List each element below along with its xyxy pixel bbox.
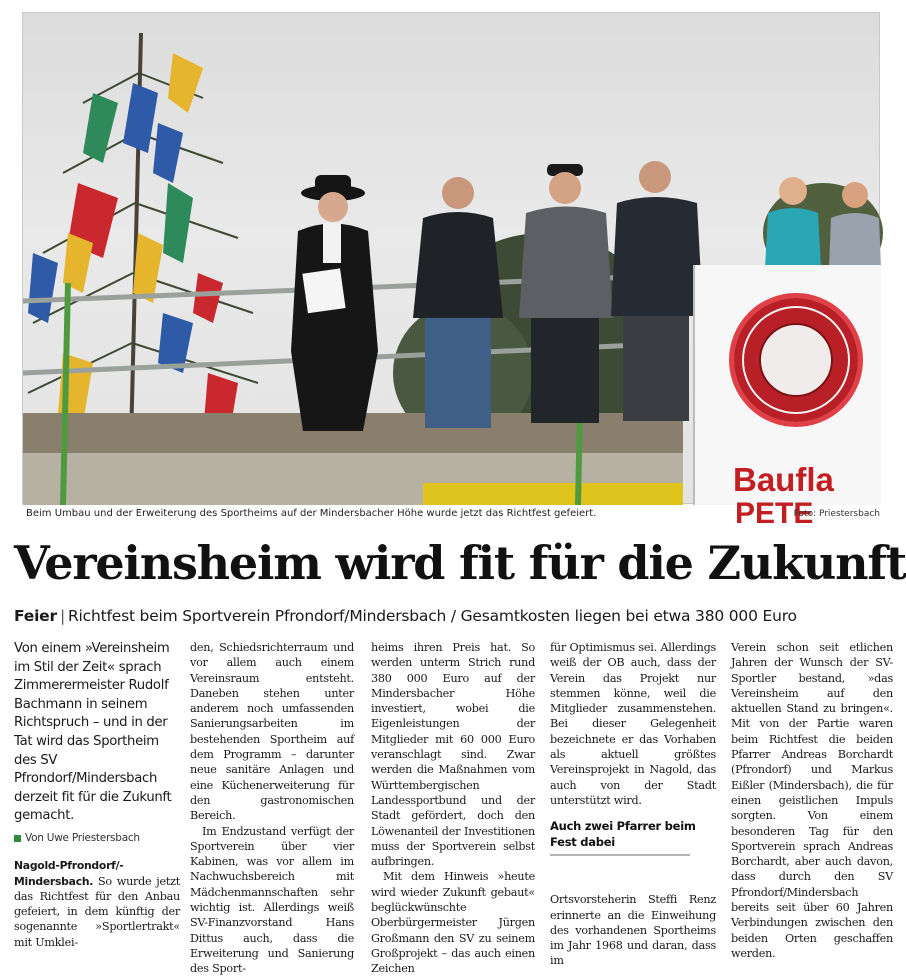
man-dark-jacket-figure: [403, 168, 513, 428]
body-text: So wurde jetzt das Richtfest für den Anbau gefeiert, in dem künftig der sogenannte »Sportlertrakt« mit Umklei-: [14, 874, 180, 949]
body-paragraph: Verein schon seit etlichen Jahren der Wunsch der SV-Sportler bestand, »das Vereinsheim auf den aktuellen Stand zu bringen«. Mit von der Partie waren beim Richtfest die beiden Pfarrer Andreas Borchardt (Pfrondorf) und Markus Eißler (Mindersbach), die für einen geistlichen Impuls sorgten. Von einem besonderen Tag für den Sportverein sprach Andreas Borchardt, aber auch davon, dass durch den SV Pfrondorf/Mindersbach bereits seit über 60 Jahren Verbindungen zwischen den beiden Orten geschaffen werden.: [731, 641, 893, 960]
author-line: [14, 831, 180, 846]
banner-text-cut: PETE: [735, 497, 814, 530]
children-figures: [763, 173, 881, 268]
carpenter-figure: [263, 171, 393, 431]
author-marker-icon: [14, 835, 21, 842]
body-paragraph: Ortsvorsteherin Steffi Renz erinnerte an die Einweihung des vorhandenen Sportheims im Jahr 1968 und daran, dass im: [550, 893, 716, 968]
dateline: Nagold-Pfrondorf/-Mindersbach.: [14, 859, 124, 888]
kicker: Feier: [14, 607, 57, 625]
body-paragraph: [14, 858, 180, 950]
article-subline: [14, 607, 797, 625]
author-name: Von Uwe Priestersbach: [25, 831, 140, 844]
body-paragraph: heims ihren Preis hat. So werden unterm Strich rund 380 000 Euro auf der Mindersbacher Höhe investiert, wobei die Eigenleistungen der Mitglieder mit 60 000 Euro veranschlagt sind. Zwar werden die Maßnahmen vom Württembergischen Landessportbund und der Stadt gefördert, doch den Löwenanteil der Investitionen muss der Sportverein selbst aufbringen.: [371, 641, 535, 869]
photo-caption: Beim Umbau und der Erweiterung des Sportheims auf der Mindersbacher Höhe wurde jetzt das Richtfest gefeiert.: [26, 508, 597, 519]
column-2: [190, 640, 354, 977]
body-paragraph: den, Schiedsrichterraum und vor allem auch einem Vereinsraum entsteht. Daneben stehen unter anderem noch umfassenden Sanierungsarbeiten im bestehenden Sportheim auf dem Programm – darunter neue sanitäre Anlagen und eine Küchenerweiterung für den gastronomischen Bereich.: [190, 641, 354, 823]
photo-credit: Foto: Priestersbach: [793, 509, 880, 519]
subline-text: Richtfest beim Sportverein Pfrondorf/Mindersbach / Gesamtkosten liegen bei etwa 380 000 Euro: [67, 607, 797, 625]
subhead-rule: [550, 854, 690, 856]
article-headline: Vereinsheim wird fit für die Zukunft: [14, 536, 906, 590]
banner-text: Baufla: [733, 461, 834, 498]
body-paragraph: Im Endzustand verfügt der Sportverein über vier Kabinen, was vor allem im Nachwuchsbereich mit Mädchenmannschaften sehr wichtig ist. Allerdings weiß SV-Finanzvorstand Hans Dittus auch, dass die Erweiterung und Sanierung des Sport-: [190, 824, 354, 976]
kicker-separator: |: [59, 607, 65, 625]
body-paragraph: Mit dem Hinweis »heute wird wieder Zukunft gebaut« beglückwünschte Oberbürgermeister Jürgen Großmann den SV zu seinem Großprojekt – das auch einen Zeichen: [371, 870, 535, 976]
section-subhead: Auch zwei Pfarrer beim Fest dabei: [550, 819, 696, 850]
tools-emblem: [759, 323, 833, 397]
column-1: [14, 640, 180, 950]
column-5: [731, 640, 893, 961]
body-paragraph: für Optimismus sei. Allerdings weiß der OB auch, dass der Verein das Projekt nur stemmen könne, weil die Mitglieder zusammenstehen. Bei dieser Gelegenheit bezeichnete er das Vorhaben als aktuell größtes Vereinsprojekt in Nagold, das auch von der Stadt unterstützt wird.: [550, 641, 716, 807]
column-4: [550, 640, 716, 969]
company-logo: [729, 293, 863, 427]
column-3: [371, 640, 535, 977]
scaffold-yellow-board: [423, 483, 683, 505]
article-lead: Von einem »Vereinsheim im Stil der Zeit« sprach Zimmerermeister Rudolf Bachmann in seinem Richtspruch – und in der Tat wird das Sportheim des SV Pfrondorf/Mindersbach derzeit fit für die Zukunft gemacht.: [14, 641, 172, 824]
